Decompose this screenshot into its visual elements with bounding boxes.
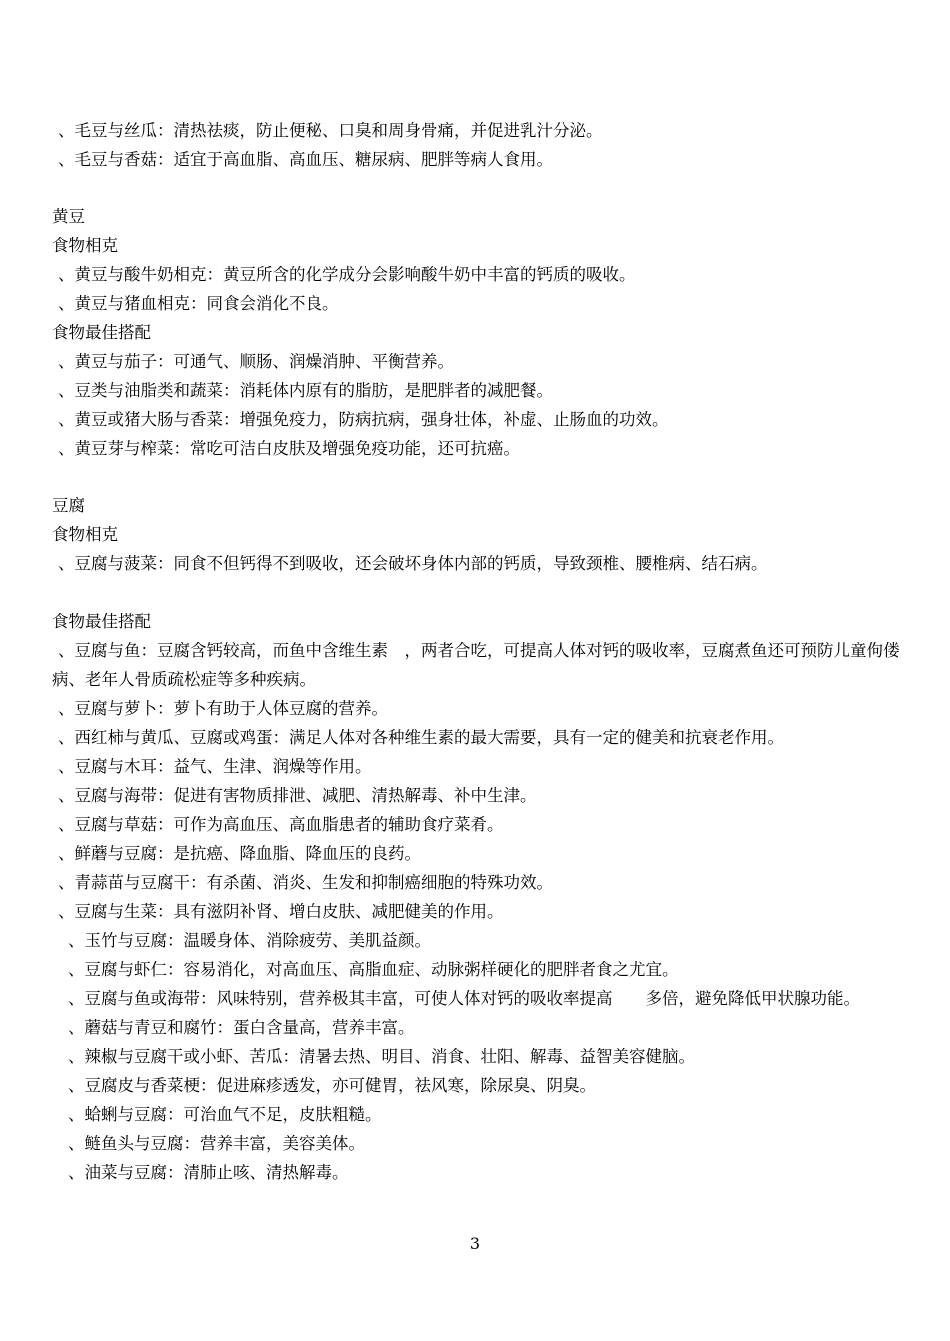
section-title-doufu: 豆腐	[52, 496, 85, 515]
list-item: 、黄豆与猪血相克：同食会消化不良。	[58, 294, 339, 313]
list-item: 、豆腐与鱼：豆腐含钙较高，而鱼中含维生素 ，两者合吃，可提高人体对钙的吸收率，豆腐煮鱼还可预防儿童佝偻病、老年人骨质疏松症等多种疾病。	[52, 641, 900, 689]
spacer	[52, 578, 914, 607]
list-item: 、豆腐与菠菜：同食不但钙得不到吸收，还会破坏身体内部的钙质，导致颈椎、腰椎病、结石病。	[58, 554, 768, 573]
list-item: 、豆腐皮与香菜梗：促进麻疹透发，亦可健胃，祛风寒，除尿臭、阴臭。	[68, 1076, 596, 1095]
list-item: 、蛤蜊与豆腐：可治血气不足，皮肤粗糙。	[68, 1105, 382, 1124]
list-item: 、油菜与豆腐：清肺止咳、清热解毒。	[68, 1163, 349, 1182]
list-item: 、玉竹与豆腐：温暖身体、消除疲劳、美肌益颜。	[68, 931, 431, 950]
list-item: 、辣椒与豆腐干或小虾、苦瓜：清暑去热、明目、消食、壮阳、解毒、益智美容健脑。	[68, 1047, 695, 1066]
page-number: 3	[469, 1234, 481, 1253]
list-item: 、黄豆芽与榨菜：常吃可洁白皮肤及增强免疫功能，还可抗癌。	[58, 439, 520, 458]
list-item: 、黄豆与酸牛奶相克：黄豆所含的化学成分会影响酸牛奶中丰富的钙质的吸收。	[58, 265, 636, 284]
list-item: 、黄豆或猪大肠与香菜：增强免疫力，防病抗病，强身壮体，补虚、止肠血的功效。	[58, 410, 669, 429]
spacer	[52, 174, 914, 202]
subsection-heading: 食物相克	[52, 236, 118, 255]
list-item: 、青蒜苗与豆腐干：有杀菌、消炎、生发和抑制癌细胞的特殊功效。	[58, 873, 553, 892]
subsection-heading: 食物最佳搭配	[52, 612, 151, 631]
list-item: 、毛豆与丝瓜：清热祛痰，防止便秘、口臭和周身骨痛，并促进乳汁分泌。	[58, 121, 603, 140]
list-item: 、豆腐与鱼或海带：风味特别，营养极其丰富，可使人体对钙的吸收率提高 多倍，避免降低甲状腺功能。	[68, 989, 860, 1008]
list-item: 、黄豆与茄子：可通气、顺肠、润燥消肿、平衡营养。	[58, 352, 454, 371]
list-item: 、豆腐与草菇：可作为高血压、高血脂患者的辅助食疗菜肴。	[58, 815, 504, 834]
document-body	[52, 116, 914, 1187]
list-item: 、蘑菇与青豆和腐竹：蛋白含量高，营养丰富。	[68, 1018, 415, 1037]
subsection-heading: 食物最佳搭配	[52, 323, 151, 342]
subsection-heading: 食物相克	[52, 525, 118, 544]
list-item: 、鲢鱼头与豆腐：营养丰富，美容美体。	[68, 1134, 365, 1153]
list-item: 、豆类与油脂类和蔬菜：消耗体内原有的脂肪，是肥胖者的减肥餐。	[58, 381, 553, 400]
list-item: 、豆腐与虾仁：容易消化，对高血压、高脂血症、动脉粥样硬化的肥胖者食之尤宜。	[68, 960, 679, 979]
list-item: 、西红柿与黄瓜、豆腐或鸡蛋：满足人体对各种维生素的最大需要，具有一定的健美和抗衰老作用。	[58, 728, 784, 747]
spacer	[52, 463, 914, 491]
list-item: 、毛豆与香菇：适宜于高血脂、高血压、糖尿病、肥胖等病人食用。	[58, 150, 553, 169]
section-title-huangdou: 黄豆	[52, 207, 85, 226]
list-item: 、豆腐与木耳：益气、生津、润燥等作用。	[58, 757, 372, 776]
list-item: 、鲜蘑与豆腐：是抗癌、降血脂、降血压的良药。	[58, 844, 421, 863]
list-item: 、豆腐与生菜：具有滋阴补肾、增白皮肤、减肥健美的作用。	[58, 902, 504, 921]
list-item: 、豆腐与萝卜：萝卜有助于人体豆腐的营养。	[58, 699, 388, 718]
list-item: 、豆腐与海带：促进有害物质排泄、减肥、清热解毒、补中生津。	[58, 786, 537, 805]
